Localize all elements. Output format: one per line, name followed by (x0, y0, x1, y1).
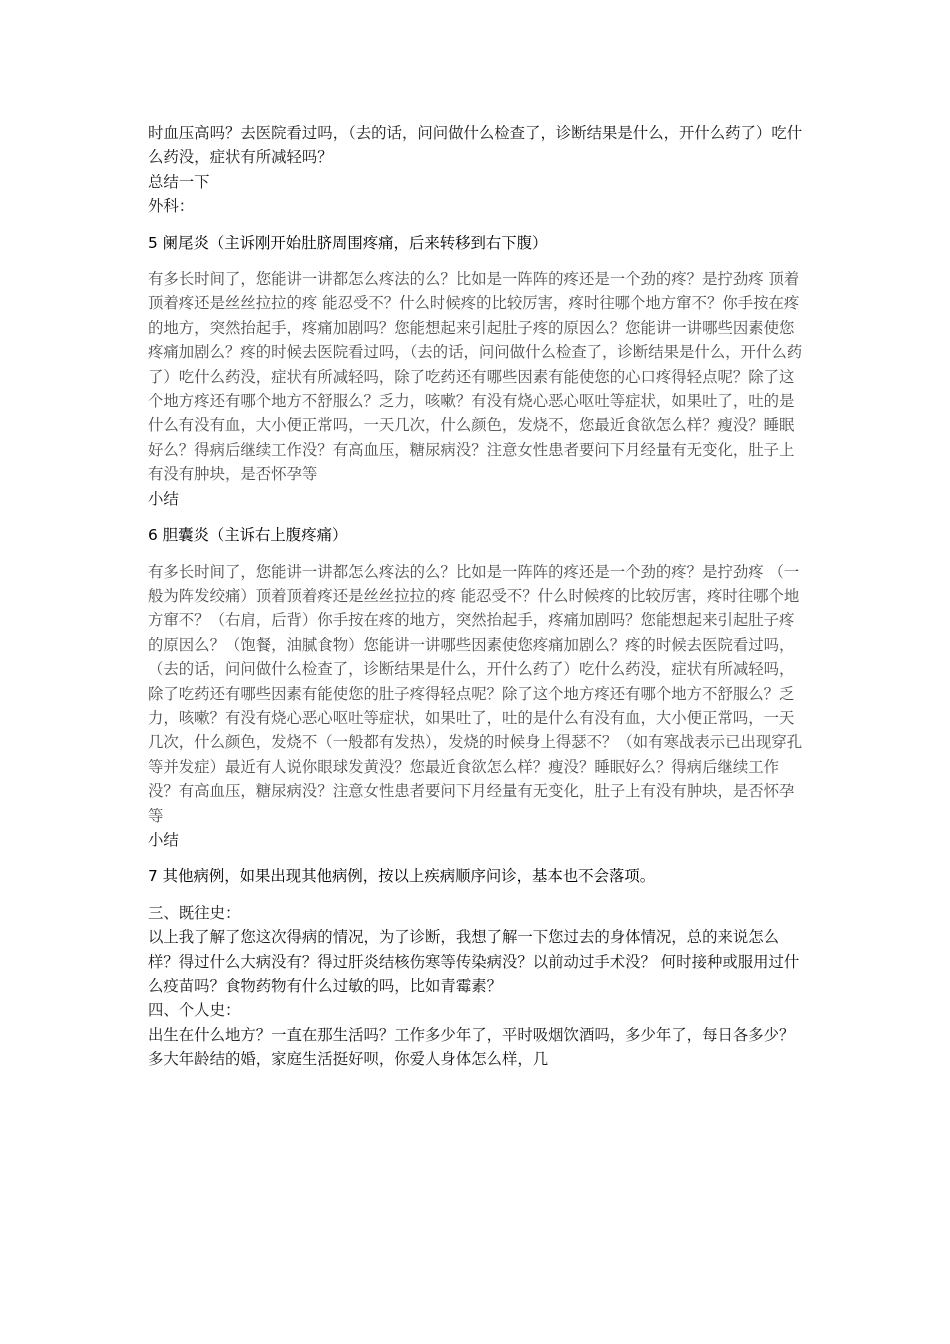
surgery-heading: 外科： (148, 197, 195, 216)
case5-body (148, 267, 808, 487)
personal-history-body: 出生在什么地方？一直在那生活吗？工作多少年了，平时吸烟饮酒吗，多少年了，每日各多少？多大年龄结的婚，家庭生活挺好呗，你爱人身体怎么样，几 (148, 1025, 795, 1069)
past-history-body: 以上我了解了您这次得病的情况，为了诊断，我想了解一下您过去的身体情况，总的来说怎么样？得过什么大病没有？得过肝炎结核伤寒等传染病没？以前动过手术没？ 何时接种或服用过什么疫苗吗？食物药物有什么过敏的吗，比如青霉素？ (148, 928, 800, 995)
personal-history-heading: 四、个人史： (148, 1001, 241, 1020)
case5-summary: 小结 (148, 489, 179, 508)
intro-paragraph: 时血压高吗？去医院看过吗，（去的话，问问做什么检查了，诊断结果是什么，开什么药了）吃什么药没，症状有所减轻吗？ (148, 124, 803, 167)
document-page (148, 121, 808, 1072)
case6-body-questions: 有多长时间了，您能讲一讲都怎么疼法的么？比如是一阵阵的疼还是一个劲的疼？是拧劲疼 （一般为阵发绞痛）顶着顶着疼还是丝丝拉拉的疼 能忍受不？什么时候疼的比较厉害，疼时往哪个地方窜不？（右肩，后背）你手按在疼的地方，突然抬起手，疼痛加剧吗？您能想起来引起肚子疼的原因么？（饱餐，油腻食物）您能讲一讲哪些因素使您疼痛加剧么？疼的时候去医院看过吗，（去的话，问问做什么检查了，诊断结果是什么，开什么药了）吃什么药没，症状有所减轻吗，除了吃药还有哪些因素有能使您的肚子疼得轻点呢？除了这个地方疼还有哪个地方不舒服么？乏力，咳嗽？有没有烧心恶心呕吐等症状，如果吐了，吐的是什么有没有血，大小便正常吗，一天几次，什么颜色，发烧不（一般都有发热），发烧的时候身上得瑟不？（如有寒战表示已出现穿孔等并发症）最近有人说你眼球发黄没？您最近食欲怎么样？瘦没？睡眠好么？得病后继续工作没？有高血压，糖尿病没？ (148, 562, 803, 801)
case7-paragraph: 7 其他病例，如果出现其他病例，按以上疾病顺序问诊，基本也不会落项。 (148, 867, 656, 886)
case5-body-questions: 有多长时间了，您能讲一讲都怎么疼法的么？比如是一阵阵的疼还是一个劲的疼？是拧劲疼 顶着顶着疼还是丝丝拉拉的疼 能忍受不？什么时候疼的比较厉害，疼时往哪个地方窜不？你手按在疼的地方，突然抬起手，疼痛加剧吗？您能想起来引起肚子疼的原因么？您能讲一讲哪些因素使您疼痛加剧么？疼的时候去医院看过吗，（去的话，问问做什么检查了，诊断结果是什么，开什么药了）吃什么药没，症状有所减轻吗，除了吃药还有哪些因素有能使您的心口疼得轻点呢？除了这个地方疼还有哪个地方不舒服么？乏力，咳嗽？有没有烧心恶心呕吐等症状，如果吐了，吐的是什么有没有血，大小便正常吗，一天几次，什么颜色，发烧不，您最近食欲怎么样？瘦没？睡眠好么？得病后继续工作没？有高血压，糖尿病没？ (148, 270, 803, 459)
case5-body-female-note: 注意女性患者要问下月经量有无变化，肚子上有没有肿块，是否怀孕等 (148, 440, 795, 484)
case6-summary: 小结 (148, 830, 179, 849)
past-history-heading: 三、既往史： (148, 903, 241, 922)
case6-heading: 6 胆囊炎（主诉右上腹疼痛） (148, 526, 348, 545)
case5-heading: 5 阑尾炎（主诉刚开始肚脐周围疼痛，后来转移到右下腹） (148, 233, 548, 252)
case6-body-female-note: 注意女性患者要问下月经量有无变化，肚子上有没有肿块，是否怀孕等 (148, 782, 795, 825)
case6-body (148, 560, 808, 828)
intro-summary: 总结一下 (148, 172, 210, 191)
